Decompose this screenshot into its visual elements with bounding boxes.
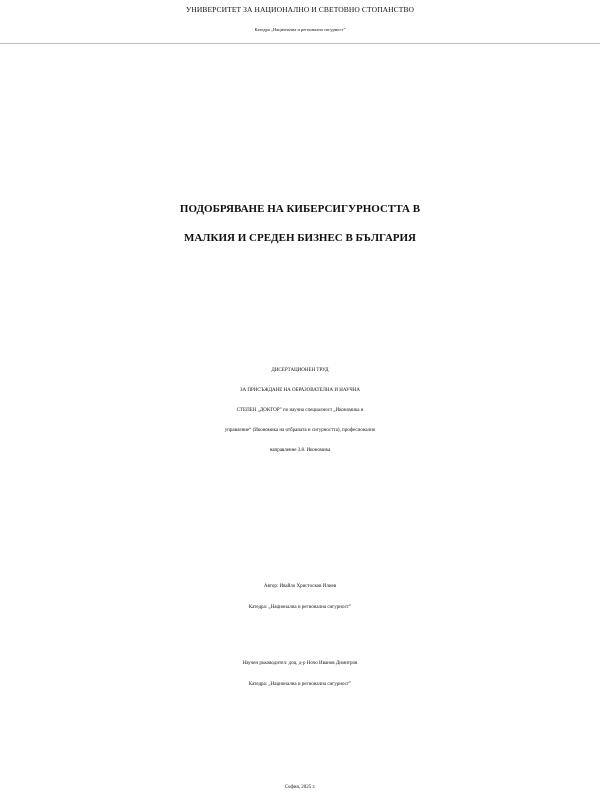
header-divider (0, 43, 600, 44)
description-line-1: ДИСЕРТАЦИОНЕН ТРУД (271, 368, 329, 373)
thesis-title-line-1: ПОДОБРЯВАНЕ НА КИБЕРСИГУРНОСТТА В (179, 203, 421, 215)
author-department: Катедра: „Национална и регионална сигурност” (248, 605, 352, 610)
university-name: УНИВЕРСИТЕТ ЗА НАЦИОНАЛНО И СВЕТОВНО СТОПАНСТВО (185, 5, 415, 14)
description-line-3: СТЕПЕН „ДОКТОР” по научна специалност „Икономика и (236, 408, 364, 413)
description-line-4: управление“ (Икономика на отбраната и сигурността), професионално (224, 428, 376, 433)
supervisor-department: Катедра: „Национална и регионална сигурност” (248, 682, 352, 687)
thesis-title-line-2: МАЛКИЯ И СРЕДЕН БИЗНЕС В БЪЛГАРИЯ (183, 232, 416, 244)
author-name: Автор: Ивайло Христосков Илиев (263, 584, 337, 589)
supervisor-name: Научен ръководител: доц. д-р Ночо Иванов Димитров (242, 661, 358, 666)
description-line-2: ЗА ПРИСЪЖДАНЕ НА ОБРАЗОВАТЕЛНА И НАУЧНА (239, 388, 361, 393)
header-department: Катедра „Национална и регионална сигурност” (254, 27, 346, 32)
place-and-year: София, 2025 г. (284, 785, 316, 790)
description-line-5: направление 3.8. Икономика (269, 448, 331, 453)
